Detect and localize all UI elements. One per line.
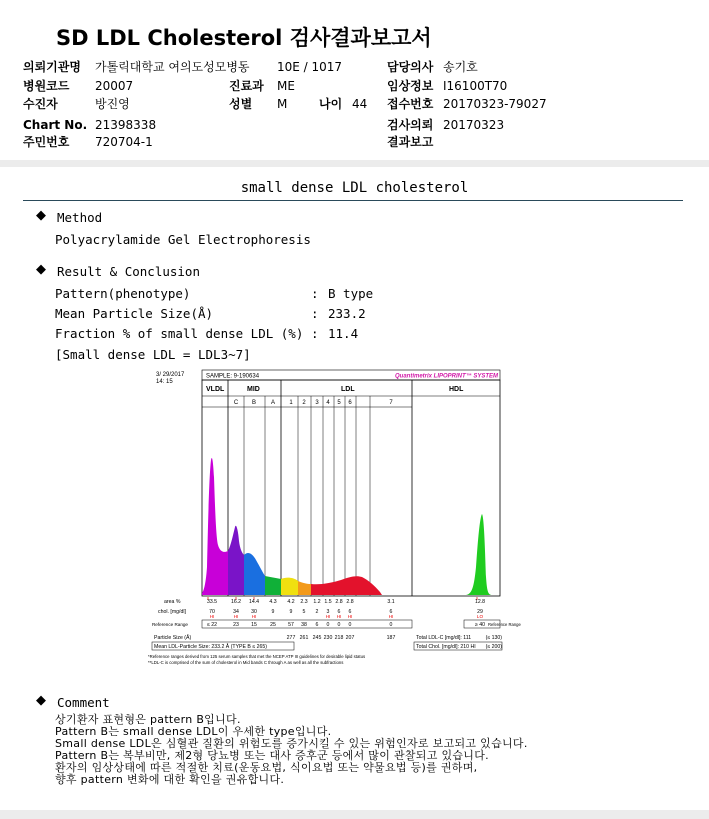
lp-area-value: 1.2	[313, 599, 321, 605]
clinical-value: I16100T70	[443, 79, 508, 93]
lp-date: 3/ 29/2017	[156, 372, 185, 378]
lp-area-value: 14.4	[248, 599, 260, 605]
rrn-value: 720704-1	[95, 135, 153, 149]
lp-group-ldl: LDL	[341, 386, 355, 393]
section-title: small dense LDL cholesterol	[240, 180, 469, 196]
lp-ref-value: 38	[301, 622, 307, 628]
dept-label: 진료과	[229, 79, 264, 93]
comment-line: Small dense LDL은 심혈관 질환의 위험도를 증가시킬 수 있는 위험인자로 보고되고 있습니다.	[55, 737, 528, 750]
patient-label: 수진자	[23, 97, 58, 111]
lp-size-value: 261	[299, 635, 309, 641]
lp-band-5: 5	[337, 400, 341, 406]
lp-chol-value: 34	[233, 609, 239, 615]
lp-chol-value: 3	[326, 609, 330, 615]
lp-size-value: 230	[323, 635, 333, 641]
age-label: 나이	[319, 97, 343, 111]
lp-group-hdl: HDL	[449, 386, 464, 393]
org-label: 의뢰기관명	[23, 60, 81, 74]
lp-band-1: 1	[289, 400, 293, 406]
comment-line: 환자의 임상상태에 따른 적절한 치료(운동요법, 식이요법 또는 약물요법 등)를 권하며,	[55, 761, 478, 774]
dept-value: ME	[277, 79, 295, 93]
age-value: 44	[352, 97, 368, 111]
lipoprint-report-image	[146, 367, 521, 667]
result-colon: :	[311, 326, 319, 341]
result-label-size: Mean Particle Size(Å)	[55, 306, 214, 321]
method-heading: Method	[57, 210, 103, 225]
lp-total-ldl: Total LDL-C [mg/dl]: 111	[416, 635, 472, 641]
sex-value: M	[277, 97, 288, 111]
lp-flag: LO	[476, 614, 484, 619]
lp-brand: Quantimetrix LIPOPRINT™ SYSTEM	[394, 373, 498, 380]
lp-band-a: A	[270, 400, 276, 406]
lp-size-value: 207	[345, 635, 355, 641]
lp-chol-value: 6	[389, 609, 393, 615]
patient-value: 방진영	[95, 97, 130, 111]
lp-size-value: 218	[334, 635, 344, 641]
comment-line: Pattern B는 복부비만, 제2형 당뇨병 또는 대사 증후군 등에서 많이 관찰되고 있습니다.	[55, 749, 489, 762]
header-divider	[0, 160, 709, 167]
report-label: 결과보고	[387, 135, 434, 149]
lp-area-value: 12.8	[474, 599, 486, 605]
lp-ref-value: 25	[270, 622, 276, 628]
lp-chol-value: 6	[348, 609, 352, 615]
ward-value: 10E / 1017	[277, 60, 343, 74]
lp-total-ldl-ref: (≤ 130)	[485, 635, 502, 641]
lp-mean-size: Mean LDL-Particle Size: 233.2 Å (TYPE B ≤ 265)	[154, 644, 267, 650]
lp-flag: HI	[336, 614, 342, 619]
lp-ref-value: 57	[288, 622, 294, 628]
lp-chol-value: 6	[337, 609, 341, 615]
lp-flag: HI	[233, 614, 239, 619]
lp-ref-label: Reference Range	[151, 622, 189, 627]
result-note: [Small dense LDL = LDL3~7]	[55, 347, 251, 362]
comment-heading: Comment	[57, 695, 110, 710]
lp-size-label: Particle Size (Å)	[154, 635, 192, 641]
lp-band-b: B	[251, 400, 257, 406]
result-label-fraction: Fraction % of small dense LDL (%)	[55, 326, 304, 341]
lp-chol-value: 29	[477, 609, 483, 615]
lp-ref-value: 0	[326, 622, 330, 628]
lp-chol-value: 30	[251, 609, 257, 615]
chart-no-label: Chart No.	[23, 118, 88, 132]
lp-flag: HI	[325, 614, 331, 619]
lp-ref-value: 0	[389, 622, 393, 628]
lp-flag: HI	[209, 614, 215, 619]
hospcode-label: 병원코드	[23, 79, 70, 93]
lp-flag: HI	[388, 614, 394, 619]
lp-band-7: 7	[389, 400, 393, 406]
comment-line: Pattern B는 small dense LDL이 우세한 type입니다.	[55, 725, 332, 738]
bullet-diamond-icon: ◆	[36, 262, 46, 277]
lp-total-chol-ref: (≤ 200)	[485, 644, 502, 650]
lp-group-vldl: VLDL	[206, 386, 225, 393]
result-label-pattern: Pattern(phenotype)	[55, 286, 191, 301]
lp-area-value: 3.1	[387, 599, 395, 605]
lp-area-value: 16.2	[230, 599, 242, 605]
request-value: 20170323	[443, 118, 505, 132]
lp-area-value: 2.3	[300, 599, 308, 605]
receipt-label: 접수번호	[387, 97, 434, 111]
lp-peak-mid-a	[265, 576, 281, 595]
lp-area-value: 4.3	[269, 599, 277, 605]
lp-area-value: 1.5	[324, 599, 332, 605]
lp-band-6: 6	[348, 400, 352, 406]
lp-chol-value: 5	[302, 609, 306, 615]
lp-peak-ldl1	[281, 578, 298, 595]
result-heading: Result & Conclusion	[57, 264, 200, 279]
comment-line: 향후 pattern 변화에 대한 확인을 권유합니다.	[55, 773, 285, 786]
lp-chol-value: 70	[209, 609, 215, 615]
bullet-diamond-icon: ◆	[36, 693, 46, 708]
lp-flag: HI	[347, 614, 353, 619]
lp-ref-value: 0	[337, 622, 341, 628]
hospcode-value: 20007	[95, 79, 134, 93]
lp-footnote-1: *Reference ranges derived from 125 serum samples that met the NCEP ATP III guidelines for desirable lipid status	[148, 654, 366, 659]
result-colon: :	[311, 306, 319, 321]
lp-ref-value: 6	[315, 622, 319, 628]
rrn-label: 주민번호	[23, 135, 70, 149]
lp-time: 14: 15	[156, 379, 173, 385]
lp-chol-value: 2	[315, 609, 319, 615]
lp-sample: SAMPLE: 9-190634	[206, 373, 260, 380]
lp-ref-right-label: Reference Range	[488, 622, 521, 627]
result-colon: :	[311, 286, 319, 301]
lp-ref-value: 15	[251, 622, 257, 628]
section-rule	[23, 200, 683, 201]
doctor-label: 담당의사	[387, 60, 434, 74]
doctor-value: 송기호	[443, 60, 478, 74]
lp-area-value: 4.2	[287, 599, 295, 605]
lp-total-chol: Total Chol. [mg/dl]: 210 HI	[416, 644, 476, 650]
request-label: 검사의뢰	[387, 118, 434, 132]
bullet-diamond-icon: ◆	[36, 208, 46, 223]
lp-band-3: 3	[315, 400, 319, 406]
lp-group-mid: MID	[247, 386, 260, 393]
lp-ref-value: ≤ 22	[206, 622, 218, 628]
sex-label: 성별	[229, 97, 253, 111]
report-title: SD LDL Cholesterol 검사결과보고서	[56, 26, 432, 50]
result-value-pattern: B type	[328, 286, 374, 301]
org-value: 가톨릭대학교 여의도성모병동	[95, 60, 250, 74]
chart-no-value: 21398338	[95, 118, 157, 132]
lp-chol-value: 9	[271, 609, 275, 615]
result-value-size: 233.2	[328, 306, 366, 321]
lp-band-2: 2	[302, 400, 306, 406]
clinical-label: 임상정보	[387, 79, 434, 93]
footer-band	[0, 810, 709, 819]
lp-area-label: area %	[164, 599, 181, 605]
comment-line: 상기환자 표현형은 pattern B입니다.	[55, 713, 241, 726]
lp-ref-value: ≥ 40	[474, 622, 486, 628]
result-value-fraction: 11.4	[328, 326, 359, 341]
receipt-value: 20170323-79027	[443, 97, 547, 111]
lp-ref-value: 0	[348, 622, 352, 628]
lp-size-value: 187	[386, 635, 396, 641]
lp-footnote-2: **LDL-C is comprised of the sum of cholesterol in Mid bands C through A as well as all the subfractions	[148, 660, 344, 665]
lp-area-value: 2.8	[346, 599, 354, 605]
lp-flag: HI	[251, 614, 257, 619]
method-text: Polyacrylamide Gel Electrophoresis	[55, 232, 311, 247]
lp-band-c: C	[233, 400, 239, 406]
lp-size-value: 245	[312, 635, 322, 641]
lp-band-4: 4	[326, 400, 330, 406]
lp-chol-value: 9	[289, 609, 293, 615]
lp-area-value: 33.5	[206, 599, 218, 605]
lp-area-value: 2.8	[335, 599, 343, 605]
lp-size-value: 277	[286, 635, 296, 641]
lp-chol-label: chol. [mg/dl]	[158, 609, 186, 615]
lp-ref-value: 23	[233, 622, 239, 628]
